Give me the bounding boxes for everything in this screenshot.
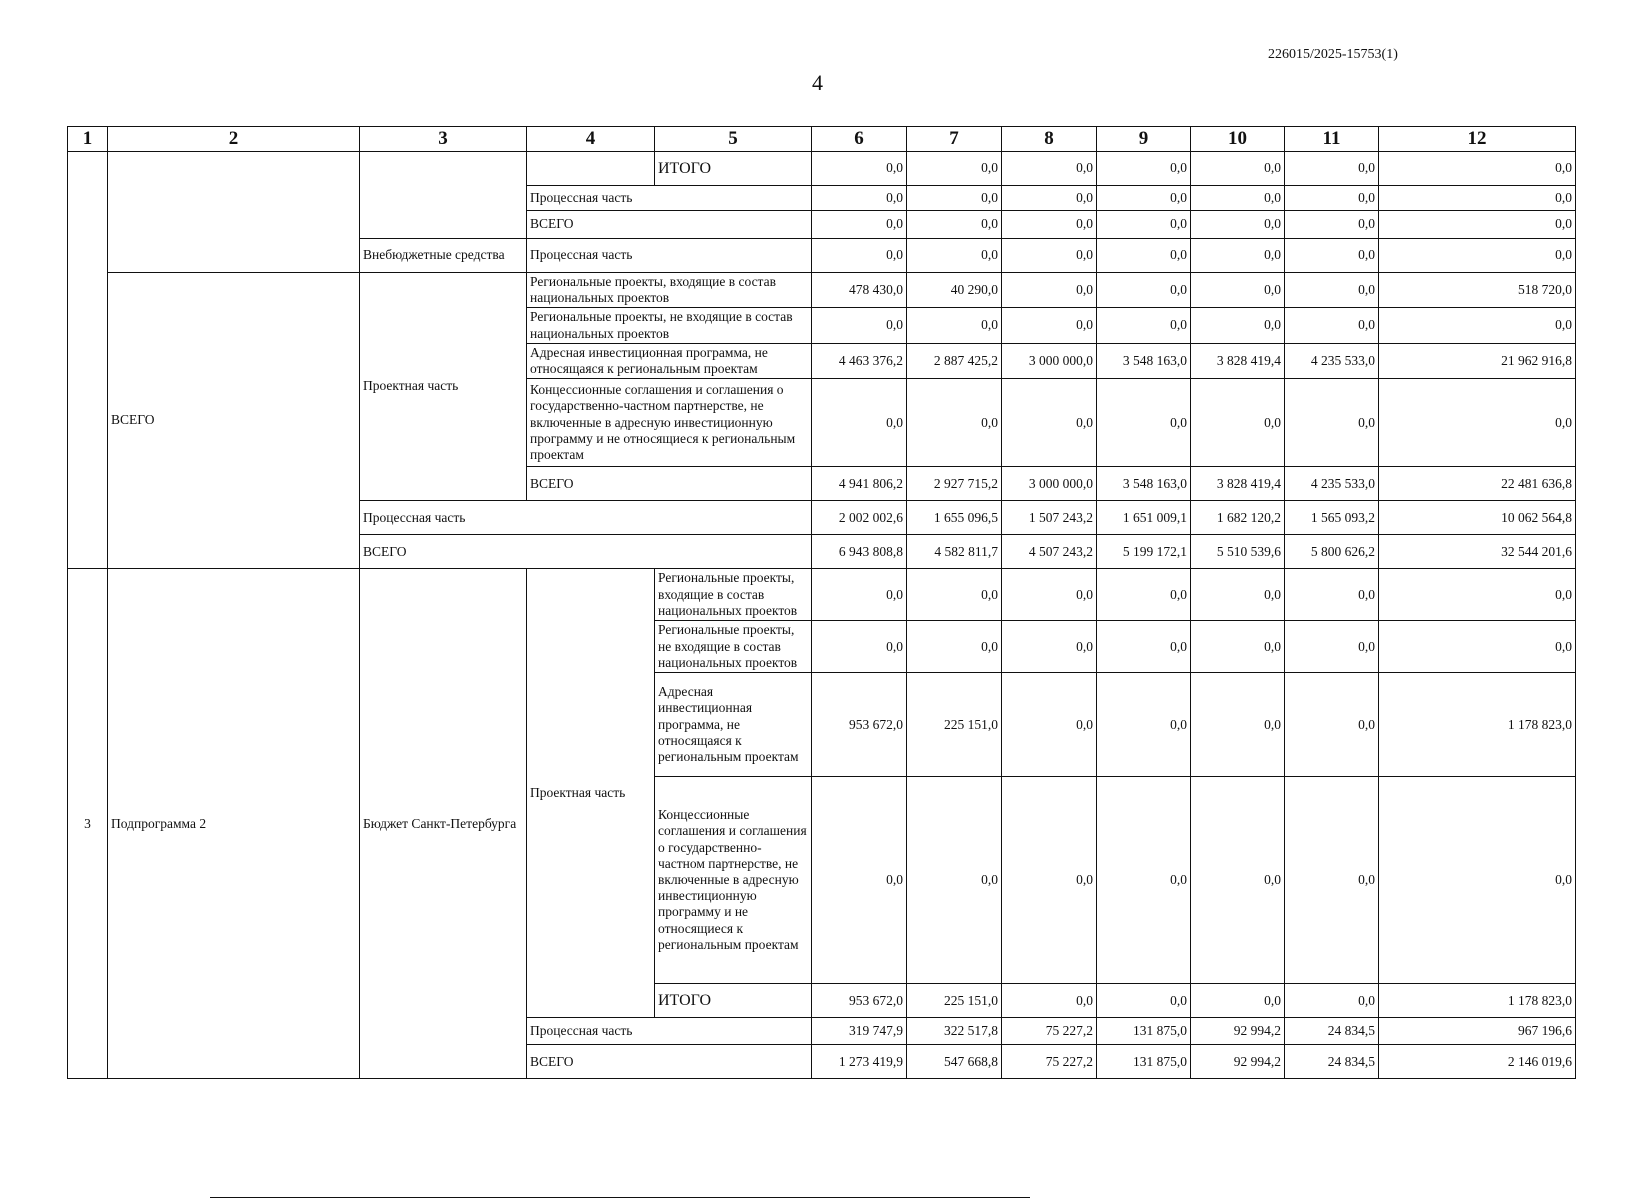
row-label: Региональные проекты, не входящие в состав национальных проектов <box>527 308 812 343</box>
value-cell: 1 507 243,2 <box>1002 501 1097 535</box>
value-cell: 1 178 823,0 <box>1379 984 1576 1018</box>
value-cell: 0,0 <box>1285 379 1379 467</box>
value-cell: 21 962 916,8 <box>1379 343 1576 378</box>
value-cell: 0,0 <box>812 239 907 273</box>
cell-empty <box>527 152 655 186</box>
value-cell: 0,0 <box>1002 211 1097 239</box>
value-cell: 40 290,0 <box>907 273 1002 308</box>
value-cell: 1 178 823,0 <box>1379 673 1576 777</box>
value-cell: 0,0 <box>1191 308 1285 343</box>
value-cell: 22 481 636,8 <box>1379 467 1576 501</box>
value-cell: 0,0 <box>1002 239 1097 273</box>
row-label: Процессная часть <box>527 1018 812 1045</box>
cell-name <box>108 152 360 273</box>
row-label: Процессная часть <box>360 501 812 535</box>
value-cell: 0,0 <box>1191 273 1285 308</box>
value-cell: 0,0 <box>1191 239 1285 273</box>
row-label: Адресная инвестиционная программа, не относящаяся к региональным проектам <box>655 673 812 777</box>
value-cell: 1 273 419,9 <box>812 1045 907 1079</box>
value-cell: 0,0 <box>1002 273 1097 308</box>
value-cell: 0,0 <box>1285 984 1379 1018</box>
value-cell: 6 943 808,8 <box>812 535 907 569</box>
value-cell: 0,0 <box>1191 777 1285 984</box>
value-cell: 3 000 000,0 <box>1002 467 1097 501</box>
value-cell: 2 887 425,2 <box>907 343 1002 378</box>
value-cell: 32 544 201,6 <box>1379 535 1576 569</box>
value-cell: 0,0 <box>1097 379 1191 467</box>
value-cell: 0,0 <box>907 621 1002 673</box>
row-label: ВСЕГО <box>360 535 812 569</box>
value-cell: 0,0 <box>1097 569 1191 621</box>
value-cell: 0,0 <box>812 569 907 621</box>
value-cell: 0,0 <box>1097 777 1191 984</box>
value-cell: 0,0 <box>1097 211 1191 239</box>
value-cell: 75 227,2 <box>1002 1018 1097 1045</box>
value-cell: 0,0 <box>812 152 907 186</box>
value-cell: 0,0 <box>1002 569 1097 621</box>
value-cell: 225 151,0 <box>907 984 1002 1018</box>
col-header: 4 <box>527 127 655 152</box>
value-cell: 2 146 019,6 <box>1379 1045 1576 1079</box>
value-cell: 24 834,5 <box>1285 1045 1379 1079</box>
col-header: 12 <box>1379 127 1576 152</box>
value-cell: 0,0 <box>1191 984 1285 1018</box>
col-header: 6 <box>812 127 907 152</box>
row-label: Региональные проекты, входящие в состав национальных проектов <box>655 569 812 621</box>
value-cell: 0,0 <box>1097 239 1191 273</box>
subprogram-source: Бюджет Санкт-Петербурга <box>360 569 527 1079</box>
col-header: 5 <box>655 127 812 152</box>
value-cell: 3 828 419,4 <box>1191 467 1285 501</box>
col-header: 8 <box>1002 127 1097 152</box>
value-cell: 0,0 <box>812 308 907 343</box>
value-cell: 0,0 <box>1097 152 1191 186</box>
cell-num <box>68 152 108 569</box>
col-header: 10 <box>1191 127 1285 152</box>
value-cell: 92 994,2 <box>1191 1045 1285 1079</box>
group-project-part: Проектная часть <box>360 273 527 501</box>
subprogram-name: Подпрограмма 2 <box>108 569 360 1079</box>
value-cell: 0,0 <box>1379 211 1576 239</box>
value-cell: 0,0 <box>1191 152 1285 186</box>
value-cell: 4 235 533,0 <box>1285 467 1379 501</box>
value-cell: 0,0 <box>907 186 1002 211</box>
value-cell: 478 430,0 <box>812 273 907 308</box>
value-cell: 0,0 <box>1379 308 1576 343</box>
value-cell: 953 672,0 <box>812 984 907 1018</box>
value-cell: 1 682 120,2 <box>1191 501 1285 535</box>
value-cell: 4 463 376,2 <box>812 343 907 378</box>
value-cell: 967 196,6 <box>1379 1018 1576 1045</box>
budget-table <box>67 126 1576 1079</box>
row-label: Концессионные соглашения и соглашения о государственно-частном партнерстве, не включенные в адресную инвестиционную программу и не относящиеся к региональным проектам <box>655 777 812 984</box>
value-cell: 0,0 <box>1285 239 1379 273</box>
value-cell: 0,0 <box>1097 984 1191 1018</box>
value-cell: 0,0 <box>907 308 1002 343</box>
value-cell: 0,0 <box>1097 308 1191 343</box>
value-cell: 0,0 <box>1191 211 1285 239</box>
group-label: ВСЕГО <box>108 273 360 569</box>
value-cell: 0,0 <box>1285 569 1379 621</box>
value-cell: 1 655 096,5 <box>907 501 1002 535</box>
footer-rule <box>210 1197 1030 1198</box>
col-header: 9 <box>1097 127 1191 152</box>
row-label: Региональные проекты, не входящие в состав национальных проектов <box>655 621 812 673</box>
value-cell: 0,0 <box>1285 186 1379 211</box>
value-cell: 0,0 <box>1002 186 1097 211</box>
value-cell: 4 235 533,0 <box>1285 343 1379 378</box>
value-cell: 0,0 <box>907 777 1002 984</box>
value-cell: 0,0 <box>1002 152 1097 186</box>
value-cell: 1 565 093,2 <box>1285 501 1379 535</box>
row-label: Процессная часть <box>527 239 812 273</box>
value-cell: 518 720,0 <box>1379 273 1576 308</box>
value-cell: 131 875,0 <box>1097 1018 1191 1045</box>
value-cell: 0,0 <box>1379 569 1576 621</box>
value-cell: 0,0 <box>1002 621 1097 673</box>
value-cell: 3 000 000,0 <box>1002 343 1097 378</box>
value-cell: 0,0 <box>1285 211 1379 239</box>
value-cell: 24 834,5 <box>1285 1018 1379 1045</box>
value-cell: 953 672,0 <box>812 673 907 777</box>
value-cell: 2 002 002,6 <box>812 501 907 535</box>
value-cell: 0,0 <box>812 211 907 239</box>
col-header: 1 <box>68 127 108 152</box>
value-cell: 0,0 <box>1285 273 1379 308</box>
value-cell: 0,0 <box>907 211 1002 239</box>
value-cell: 0,0 <box>1379 621 1576 673</box>
value-cell: 0,0 <box>907 379 1002 467</box>
value-cell: 0,0 <box>1097 673 1191 777</box>
value-cell: 0,0 <box>1379 186 1576 211</box>
value-cell: 5 199 172,1 <box>1097 535 1191 569</box>
col-header: 2 <box>108 127 360 152</box>
row-label: Адресная инвестиционная программа, не относящаяся к региональным проектам <box>527 343 812 378</box>
value-cell: 0,0 <box>1285 308 1379 343</box>
value-cell: 0,0 <box>812 186 907 211</box>
value-cell: 0,0 <box>907 569 1002 621</box>
value-cell: 0,0 <box>1097 186 1191 211</box>
value-cell: 0,0 <box>1002 379 1097 467</box>
value-cell: 0,0 <box>1285 621 1379 673</box>
row-label: ВСЕГО <box>527 467 812 501</box>
value-cell: 75 227,2 <box>1002 1045 1097 1079</box>
row-label: ВСЕГО <box>527 211 812 239</box>
value-cell: 0,0 <box>1191 569 1285 621</box>
col-header: 11 <box>1285 127 1379 152</box>
col-header: 3 <box>360 127 527 152</box>
value-cell: 0,0 <box>1097 621 1191 673</box>
col-header: 7 <box>907 127 1002 152</box>
value-cell: 547 668,8 <box>907 1045 1002 1079</box>
value-cell: 0,0 <box>812 777 907 984</box>
value-cell: 0,0 <box>907 239 1002 273</box>
value-cell: 10 062 564,8 <box>1379 501 1576 535</box>
value-cell: 0,0 <box>1285 777 1379 984</box>
row-label: Региональные проекты, входящие в состав национальных проектов <box>527 273 812 308</box>
row-label: ВСЕГО <box>527 1045 812 1079</box>
value-cell: 0,0 <box>1379 379 1576 467</box>
value-cell: 5 800 626,2 <box>1285 535 1379 569</box>
document-number: 226015/2025-15753(1) <box>1268 47 1398 62</box>
value-cell: 4 941 806,2 <box>812 467 907 501</box>
value-cell: 0,0 <box>1285 673 1379 777</box>
header-row <box>68 127 1576 152</box>
value-cell: 0,0 <box>1002 673 1097 777</box>
value-cell: 0,0 <box>1285 152 1379 186</box>
value-cell: 3 548 163,0 <box>1097 343 1191 378</box>
value-cell: 92 994,2 <box>1191 1018 1285 1045</box>
table-row <box>68 152 1576 186</box>
row-source: Внебюджетные средства <box>360 239 527 273</box>
value-cell: 131 875,0 <box>1097 1045 1191 1079</box>
value-cell: 322 517,8 <box>907 1018 1002 1045</box>
value-cell: 5 510 539,6 <box>1191 535 1285 569</box>
value-cell: 1 651 009,1 <box>1097 501 1191 535</box>
subprogram-number: 3 <box>68 569 108 1079</box>
value-cell: 0,0 <box>1379 239 1576 273</box>
value-cell: 0,0 <box>1191 673 1285 777</box>
value-cell: 319 747,9 <box>812 1018 907 1045</box>
value-cell: 0,0 <box>1379 777 1576 984</box>
value-cell: 0,0 <box>1002 777 1097 984</box>
value-cell: 0,0 <box>1002 308 1097 343</box>
row-label: Процессная часть <box>527 186 812 211</box>
value-cell: 0,0 <box>1002 984 1097 1018</box>
subprogram-project-part: Проектная часть <box>527 569 655 1018</box>
value-cell: 0,0 <box>812 621 907 673</box>
value-cell: 0,0 <box>1191 186 1285 211</box>
table-row <box>68 569 1576 621</box>
value-cell: 0,0 <box>1191 379 1285 467</box>
value-cell: 0,0 <box>1379 152 1576 186</box>
cell-source <box>360 152 527 239</box>
value-cell: 2 927 715,2 <box>907 467 1002 501</box>
table-row <box>68 273 1576 308</box>
page-number: 4 <box>812 70 823 95</box>
value-cell: 3 828 419,4 <box>1191 343 1285 378</box>
value-cell: 0,0 <box>812 379 907 467</box>
value-cell: 3 548 163,0 <box>1097 467 1191 501</box>
value-cell: 0,0 <box>1191 621 1285 673</box>
value-cell: 0,0 <box>907 152 1002 186</box>
row-label: ИТОГО <box>655 152 812 186</box>
row-label: Концессионные соглашения и соглашения о государственно-частном партнерстве, не включенные в адресную инвестиционную программу и не относящиеся к региональным проектам <box>527 379 812 467</box>
value-cell: 4 507 243,2 <box>1002 535 1097 569</box>
value-cell: 225 151,0 <box>907 673 1002 777</box>
row-label: ИТОГО <box>655 984 812 1018</box>
value-cell: 0,0 <box>1097 273 1191 308</box>
value-cell: 4 582 811,7 <box>907 535 1002 569</box>
